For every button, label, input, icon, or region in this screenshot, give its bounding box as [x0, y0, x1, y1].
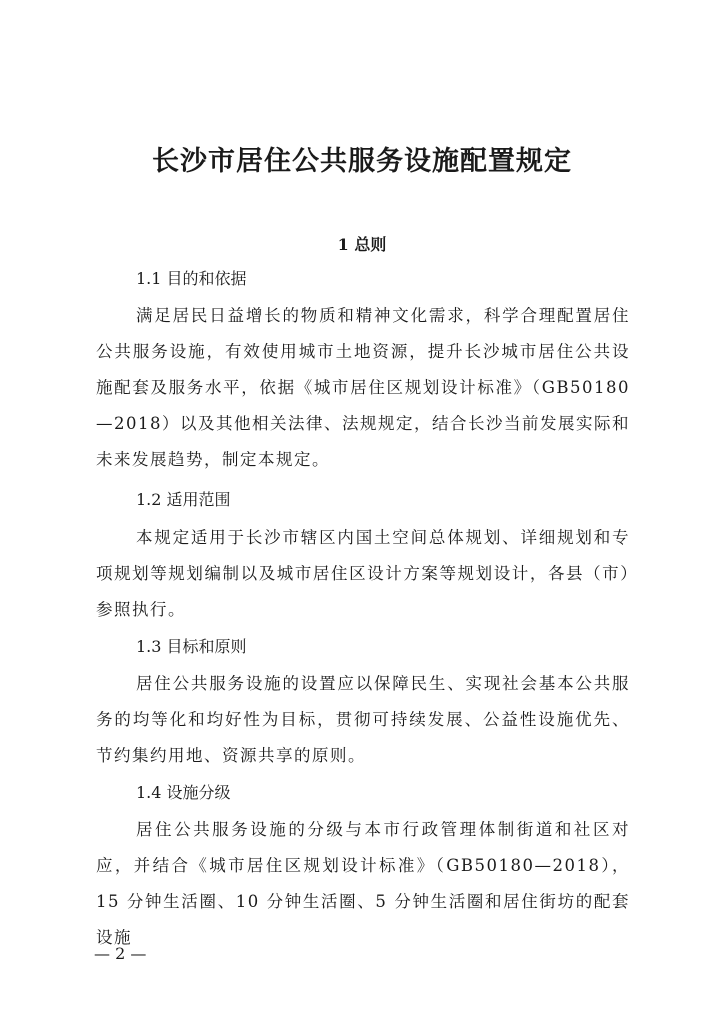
section-heading-1-4: 1.4 设施分级 [136, 783, 231, 802]
section-body-1-2: 本规定适用于长沙市辖区内国土空间总体规划、详细规划和专项规划等规划编制以及城市居住区设计方案等规划设计，各县（市）参照执行。 [96, 528, 630, 619]
section-heading-1-1: 1.1 目的和依据 [136, 269, 247, 288]
section-body-1-4: 居住公共服务设施的分级与本市行政管理体制街道和社区对应，并结合《城市居住区规划设计标准》（GB50180—2018），15 分钟生活圈、10 分钟生活圈、5 分钟生活圈和居住街坊的配套设施 [96, 820, 630, 947]
document-title: 长沙市居住公共服务设施配置规定 [152, 146, 572, 177]
section-body-1-1: 满足居民日益增长的物质和精神文化需求，科学合理配置居住公共服务设施，有效使用城市土地资源，提升长沙城市居住公共设施配套及服务水平，依据《城市居住区规划设计标准》（GB50180—2018）以及其他相关法律、法规规定，结合长沙当前发展实际和未来发展趋势，制定本规定。 [96, 306, 630, 469]
section-heading-1-2: 1.2 适用范围 [136, 490, 231, 509]
section-body-1-3: 居住公共服务设施的设置应以保障民生、实现社会基本公共服务的均等化和均好性为目标，贯彻可持续发展、公益性设施优先、节约集约用地、资源共享的原则。 [96, 674, 630, 765]
section-heading-1-3: 1.3 目标和原则 [136, 637, 247, 656]
page-number: — 2 — [94, 944, 147, 963]
chapter-heading: 1 总则 [337, 235, 387, 254]
